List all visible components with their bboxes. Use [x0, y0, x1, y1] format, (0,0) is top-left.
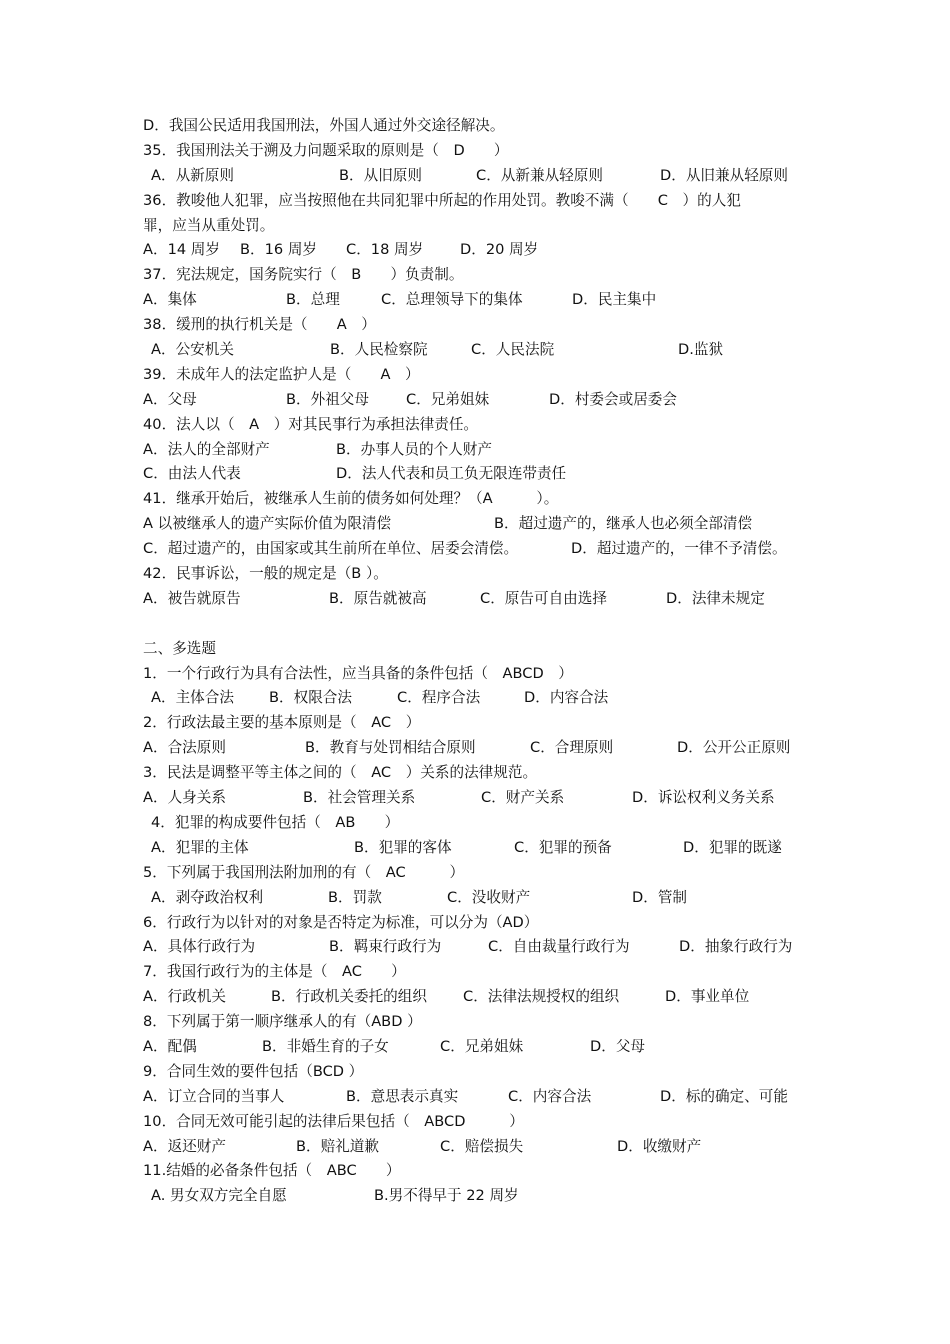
option-text: A．行政机关: [143, 988, 226, 1006]
line-text: 2．行政法最主要的基本原则是（ AC ）: [143, 714, 421, 732]
options-line: [0, 537, 950, 562]
option-text: D．20 周岁: [460, 241, 539, 259]
option-text: D．犯罪的既遂: [683, 838, 782, 856]
option-text: C．原告可自由选择: [480, 589, 607, 607]
option-text: A．14 周岁: [143, 241, 220, 259]
option-text: D．法律未规定: [666, 589, 765, 607]
option-text: B．赔礼道歉: [296, 1137, 379, 1155]
option-text: D．收缴财产: [617, 1137, 702, 1155]
option-text: A．具体行政行为: [143, 938, 256, 956]
option-text: B．总理: [286, 291, 340, 309]
option-text: C．程序合法: [397, 689, 481, 707]
options-line: [0, 114, 950, 139]
option-text: B．犯罪的客体: [354, 838, 452, 856]
option-text: B．办事人员的个人财产: [336, 440, 492, 458]
option-text: A．犯罪的主体: [151, 838, 249, 856]
option-text: C．财产关系: [481, 789, 565, 807]
option-text: D．事业单位: [665, 988, 750, 1006]
line-text: 8．下列属于第一顺序继承人的有（ABD ）: [143, 1013, 422, 1031]
option-text: A．从新原则: [151, 166, 234, 184]
option-text: A．法人的全部财产: [143, 440, 270, 458]
question-line: [0, 960, 950, 985]
option-text: A．被告就原告: [143, 589, 241, 607]
option-text: B．罚款: [328, 888, 382, 906]
option-text: A．配偶: [143, 1037, 197, 1055]
options-line: [0, 587, 950, 612]
option-text: B．社会管理关系: [303, 789, 416, 807]
line-text: 37．宪法规定，国务院实行（ B ）负责制。: [143, 266, 464, 284]
options-line: [0, 438, 950, 463]
option-text: B．意思表示真实: [346, 1087, 459, 1105]
question-line: [0, 811, 950, 836]
question-line: [0, 313, 950, 338]
question-line: [0, 1159, 950, 1184]
question-line: [0, 1010, 950, 1035]
question-line: [0, 861, 950, 886]
question-line: [0, 139, 950, 164]
line-text: 11.结婚的必备条件包括（ ABC ）: [143, 1162, 401, 1180]
line-text: 40．法人以（ A ）对其民事行为承担法律责任。: [143, 415, 479, 433]
line-text: 5．下列属于我国刑法附加刑的有（ AC ）: [143, 863, 465, 881]
line-text: D．我国公民适用我国刑法，外国人通过外交途径解决。: [143, 117, 505, 134]
question-line: [0, 911, 950, 936]
option-text: C．内容合法: [508, 1087, 592, 1105]
option-text: A．公安机关: [151, 341, 234, 359]
question-line: [0, 761, 950, 786]
question-line: [0, 413, 950, 438]
options-line: [0, 462, 950, 487]
options-line: [0, 836, 950, 861]
option-text: C．没收财产: [447, 888, 531, 906]
option-text: A．订立合同的当事人: [143, 1087, 285, 1105]
option-text: A. 男女双方完全自愿: [151, 1187, 287, 1205]
options-line: [0, 388, 950, 413]
line-text: 二、多选题: [143, 639, 216, 657]
section-heading: [0, 637, 950, 662]
option-text: D．公开公正原则: [677, 739, 791, 757]
line-text: 42．民事诉讼，一般的规定是（B ）。: [143, 565, 388, 583]
option-text: D.监狱: [678, 341, 724, 359]
option-text: C．从新兼从轻原则: [476, 166, 603, 184]
document-body: [0, 114, 950, 1209]
option-text: D．管制: [632, 888, 688, 906]
question-line: [0, 1110, 950, 1135]
options-line: [0, 288, 950, 313]
option-text: D．从旧兼从轻原则: [660, 166, 788, 184]
line-text: 9．合同生效的要件包括（BCD ）: [143, 1062, 364, 1080]
option-text: C．18 周岁: [346, 241, 424, 259]
option-text: A．合法原则: [143, 739, 226, 757]
options-line: [0, 935, 950, 960]
option-text: A．父母: [143, 390, 197, 408]
line-text: 1．一个行政行为具有合法性，应当具备的条件包括（ ABCD ）: [143, 664, 573, 682]
question-line: [0, 711, 950, 736]
option-text: D．法人代表和员工负无限连带责任: [336, 465, 567, 483]
option-text: C．兄弟姐妹: [406, 390, 490, 408]
options-line: [0, 1035, 950, 1060]
line-text: 7．我国行政行为的主体是（ AC ）: [143, 963, 406, 981]
option-text: B．人民检察院: [330, 341, 428, 359]
option-text: D．父母: [590, 1037, 646, 1055]
option-text: A．人身关系: [143, 789, 226, 807]
options-line: [0, 886, 950, 911]
option-text: D．抽象行政行为: [679, 938, 793, 956]
option-text: C．人民法院: [471, 341, 555, 359]
options-line: [0, 1184, 950, 1209]
line-text: 41．继承开始后，被继承人生前的债务如何处理？（A ）。: [143, 490, 559, 508]
line-text: 6．行政行为以针对的对象是否特定为标准，可以分为（AD）: [143, 913, 539, 931]
options-line: [0, 338, 950, 363]
options-line: [0, 1135, 950, 1160]
option-text: C．总理领导下的集体: [381, 291, 523, 309]
option-text: A 以被继承人的遗产实际价值为限清偿: [143, 515, 392, 533]
option-text: D．内容合法: [524, 689, 609, 707]
option-text: B．外祖父母: [286, 390, 369, 408]
question-line: [0, 363, 950, 388]
options-line: [0, 238, 950, 263]
options-line: [0, 164, 950, 189]
option-text: D．诉讼权利义务关系: [632, 789, 775, 807]
line-text: 38．缓刑的执行机关是（ A ）: [143, 316, 376, 334]
question-line: [0, 263, 950, 288]
option-text: C．法律法规授权的组织: [463, 988, 620, 1006]
option-text: C．合理原则: [530, 739, 614, 757]
line-text: 10．合同无效可能引起的法律后果包括（ ABCD ）: [143, 1112, 524, 1130]
option-text: B．16 周岁: [240, 241, 318, 259]
option-text: B．权限合法: [269, 689, 352, 707]
option-text: B．从旧原则: [339, 166, 422, 184]
option-text: A．集体: [143, 291, 197, 309]
question-line: [0, 487, 950, 512]
option-text: C．赔偿损失: [440, 1137, 524, 1155]
option-text: B．行政机关委托的组织: [271, 988, 427, 1006]
option-text: B．羁束行政行为: [329, 938, 442, 956]
option-text: A．主体合法: [151, 689, 234, 707]
option-text: B.男不得早于 22 周岁: [374, 1187, 519, 1205]
option-text: D．村委会或居委会: [549, 390, 677, 408]
line-text: 罪，应当从重处罚。: [143, 216, 275, 234]
options-line: [0, 786, 950, 811]
options-line: [0, 1085, 950, 1110]
options-line: [0, 736, 950, 761]
options-line: [0, 686, 950, 711]
option-text: C．兄弟姐妹: [440, 1037, 524, 1055]
option-text: B．超过遗产的，继承人也必须全部清偿: [494, 515, 753, 533]
question-line: [0, 562, 950, 587]
line-text: 4．犯罪的构成要件包括（ AB ）: [151, 813, 400, 831]
option-text: D．民主集中: [572, 291, 657, 309]
line-text: 39．未成年人的法定监护人是（ A ）: [143, 365, 420, 383]
line-text: 3．民法是调整平等主体之间的（ AC ）关系的法律规范。: [143, 764, 538, 782]
option-text: B．教育与处罚相结合原则: [305, 739, 476, 757]
option-text: C．犯罪的预备: [514, 838, 612, 856]
option-text: D．标的确定、可能: [660, 1087, 788, 1105]
option-text: B．原告就被高: [329, 589, 427, 607]
line-text: 36．教唆他人犯罪，应当按照他在共同犯罪中所起的作用处罚。教唆不满（ C ）的人犯: [143, 191, 741, 209]
options-line: [0, 214, 950, 239]
option-text: A．返还财产: [143, 1137, 226, 1155]
option-text: A．剥夺政治权利: [151, 888, 264, 906]
options-line: [0, 985, 950, 1010]
option-text: C．由法人代表: [143, 465, 241, 483]
option-text: C．超过遗产的，由国家或其生前所在单位、居委会清偿。: [143, 540, 519, 558]
question-line: [0, 189, 950, 214]
option-text: D．超过遗产的，一律不予清偿。: [571, 540, 787, 558]
option-text: B．非婚生育的子女: [262, 1037, 389, 1055]
question-line: [0, 1060, 950, 1085]
line-text: 35．我国刑法关于溯及力问题采取的原则是（ D ）: [143, 141, 509, 159]
option-text: C．自由裁量行政行为: [488, 938, 630, 956]
question-line: [0, 662, 950, 687]
blank-line: [0, 612, 950, 637]
options-line: [0, 512, 950, 537]
